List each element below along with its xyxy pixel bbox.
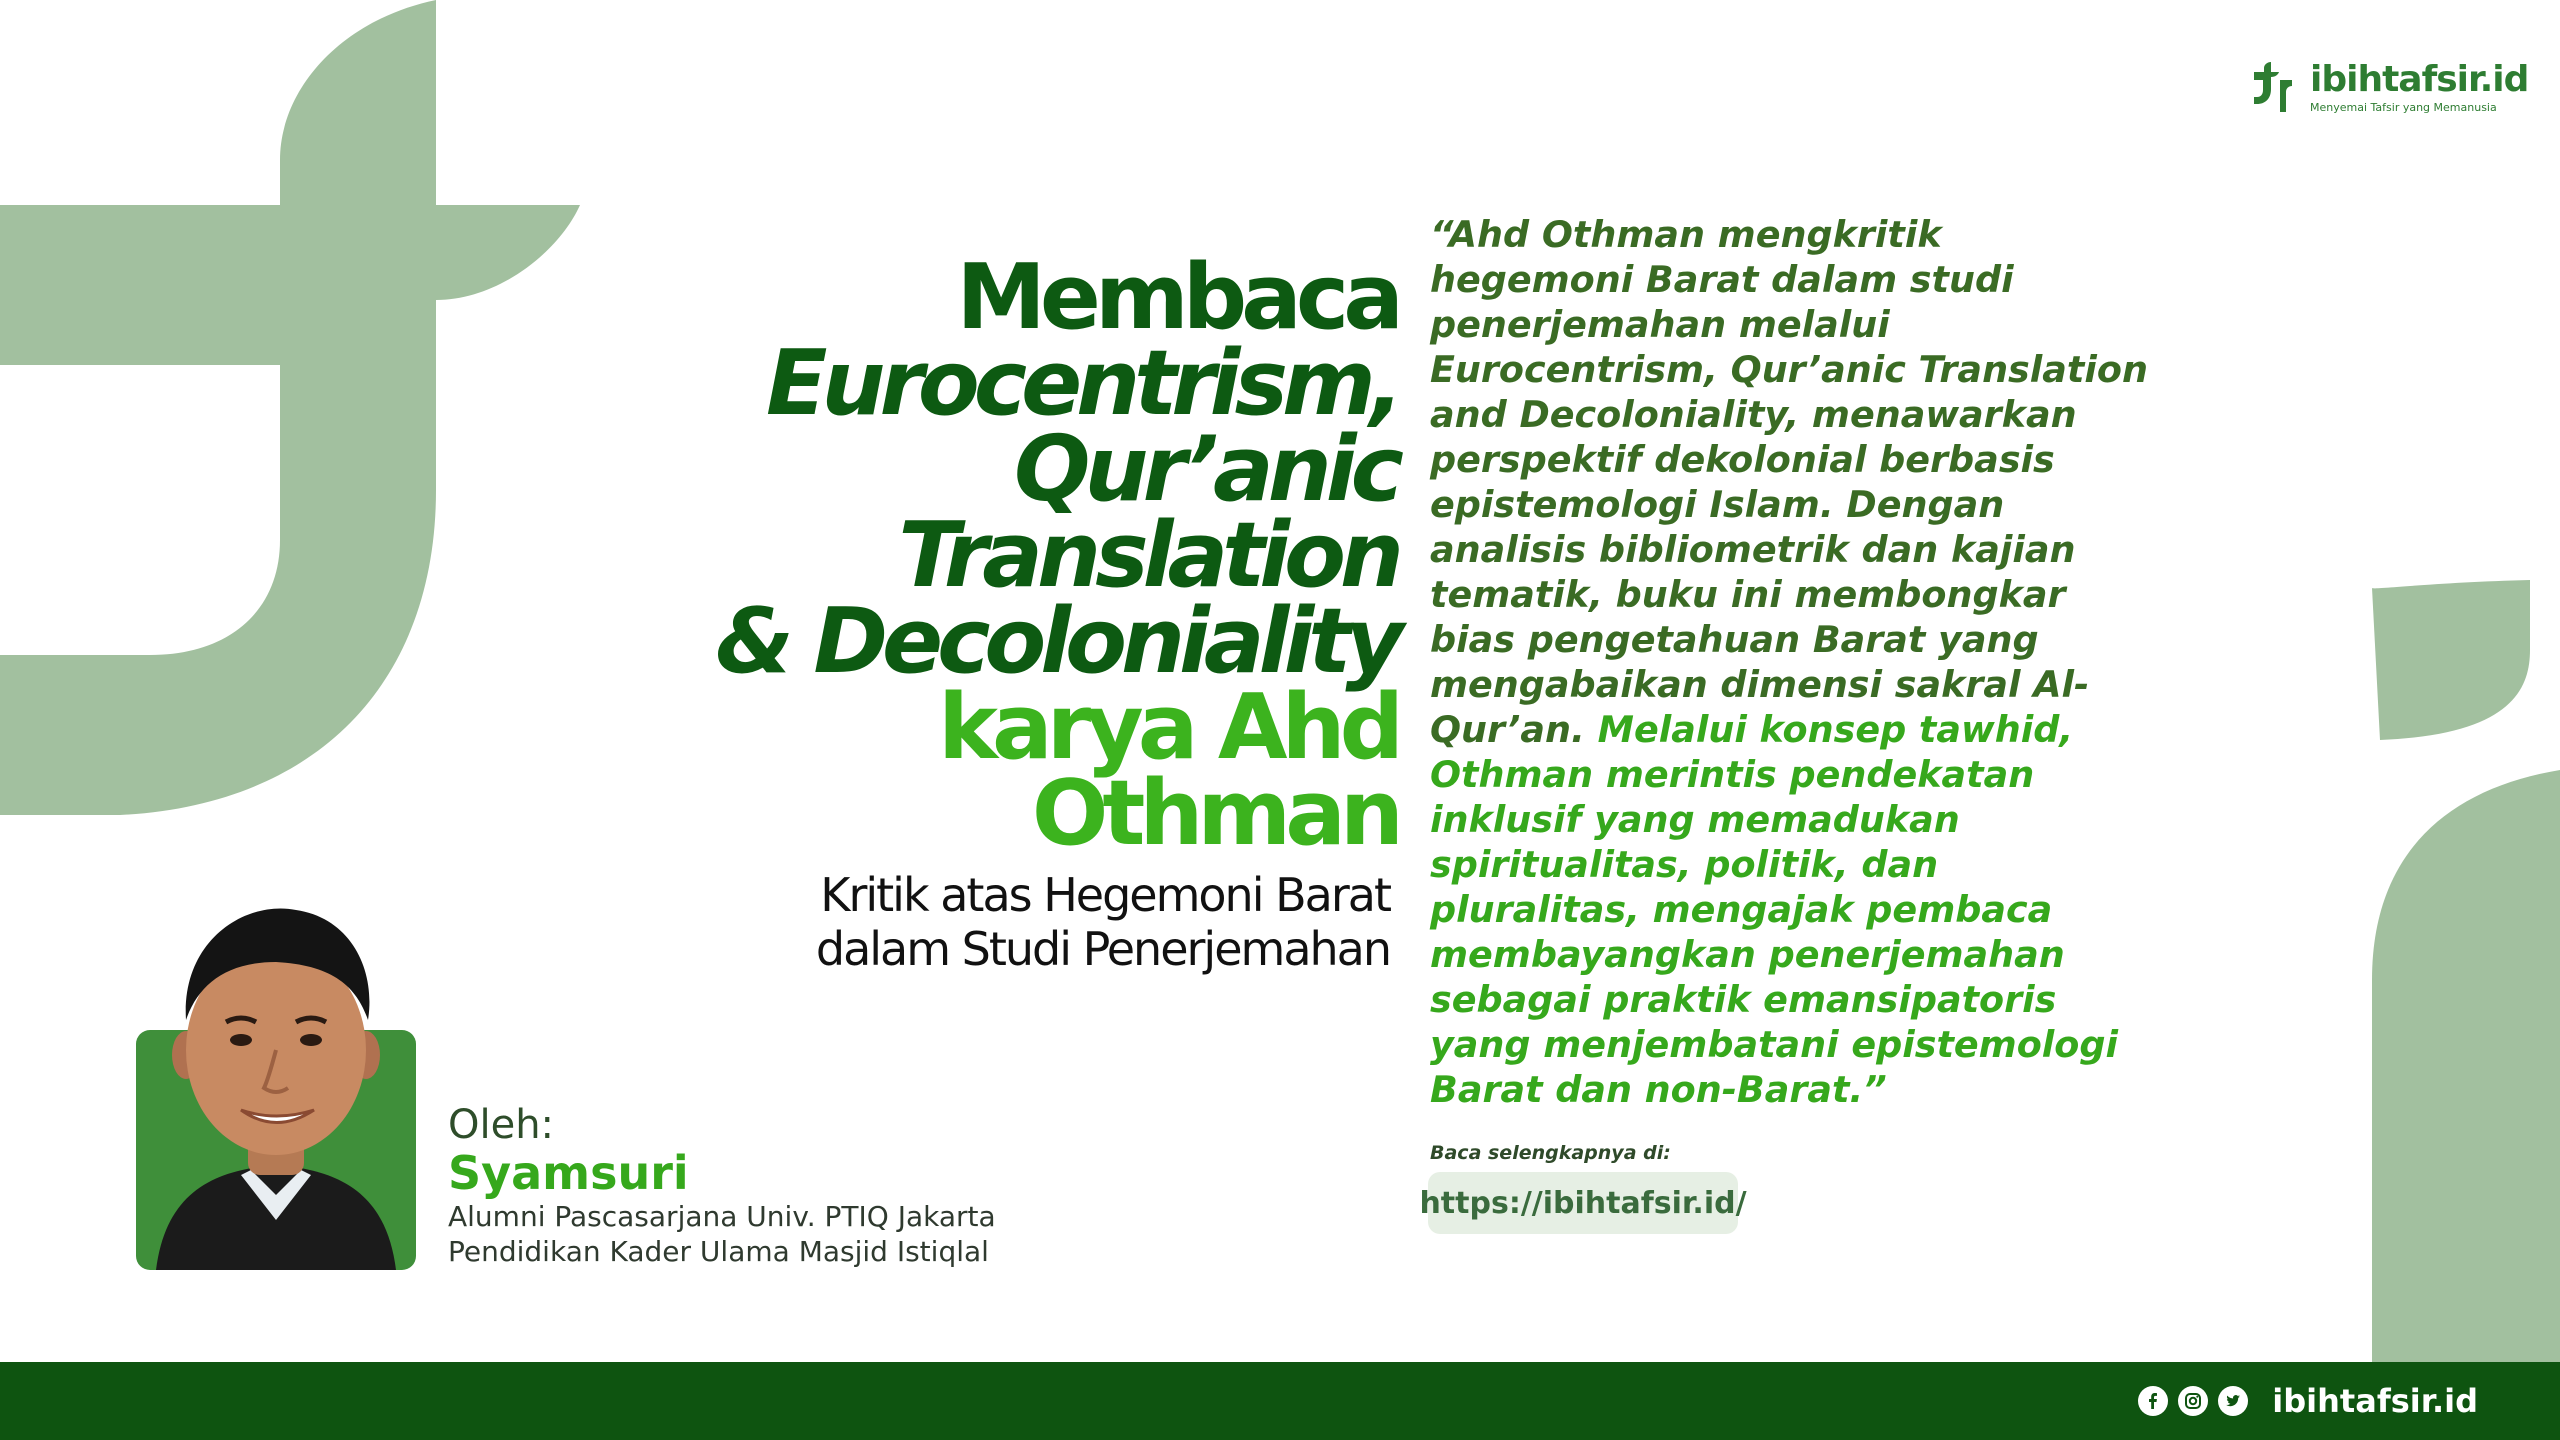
brand-logo-icon [2250,62,2302,114]
title-line: Translation [898,503,1398,608]
right-brand-shape [2372,770,2560,1362]
subtitle-line: Kritik atas Hegemoni Barat [820,868,1390,922]
readmore-label: Baca selengkapnya di: [1430,1142,1671,1164]
title-line-highlight: Othman [1031,761,1398,866]
twitter-icon[interactable] [2218,1386,2248,1416]
facebook-icon[interactable] [2138,1386,2168,1416]
quote-text-highlight: Melalui konsep tawhid, Othman merintis pendekatan inklusif yang memadukan spiritualitas, politik, dan pluralitas, mengajak pembaca membayangkan penerjemahan sebagai praktik emansipatoris yang menjembatani epistemologi Barat dan non-Barat.” [1430,708,2119,1111]
title-line: Membaca [956,245,1398,350]
title-line: Eurocentrism, [765,331,1398,436]
brand-logo[interactable] [2250,59,2529,114]
author-affiliation: Pendidikan Kader Ulama Masjid Istiqlal [448,1235,989,1268]
brand-logo-tagline: Menyemai Tafsir yang Memanusia [2310,101,2497,114]
article-subtitle [390,868,1390,976]
author-name: Syamsuri [448,1146,689,1200]
instagram-icon[interactable] [2178,1386,2208,1416]
footer-site-name[interactable]: ibihtafsir.id [2272,1382,2478,1420]
brand-logo-name: ibihtafsir.id [2310,59,2529,100]
title-line-highlight: karya Ahd [938,675,1398,780]
author-avatar [136,890,416,1270]
title-line: Qur’anic [1014,417,1398,522]
article-quote [1430,212,2150,1112]
footer-bar [0,1362,2560,1440]
title-line: & Decoloniality [715,589,1398,694]
footer-social [2138,1362,2478,1440]
readmore-link[interactable]: https://ibihtafsir.id/ [1428,1172,1738,1234]
article-title [398,245,1398,866]
author-affiliation: Alumni Pascasarjana Univ. PTIQ Jakarta [448,1200,996,1233]
quote-text: “Ahd Othman mengkritik hegemoni Barat dalam studi penerjemahan melalui Eurocentrism, Qur’anic Translation and Decoloniality, menawarkan perspektif dekolonial berbasis epistemologi Islam. Dengan analisis bibliometrik dan kajian tematik, buku ini membongkar bias pengetahuan Barat yang mengabaikan dimensi sakral Al-Qur’an. [1430,213,2148,751]
author-by-label: Oleh: [448,1102,555,1148]
right-leaf-shape [2372,580,2530,740]
subtitle-line: dalam Studi Penerjemahan [815,922,1390,976]
